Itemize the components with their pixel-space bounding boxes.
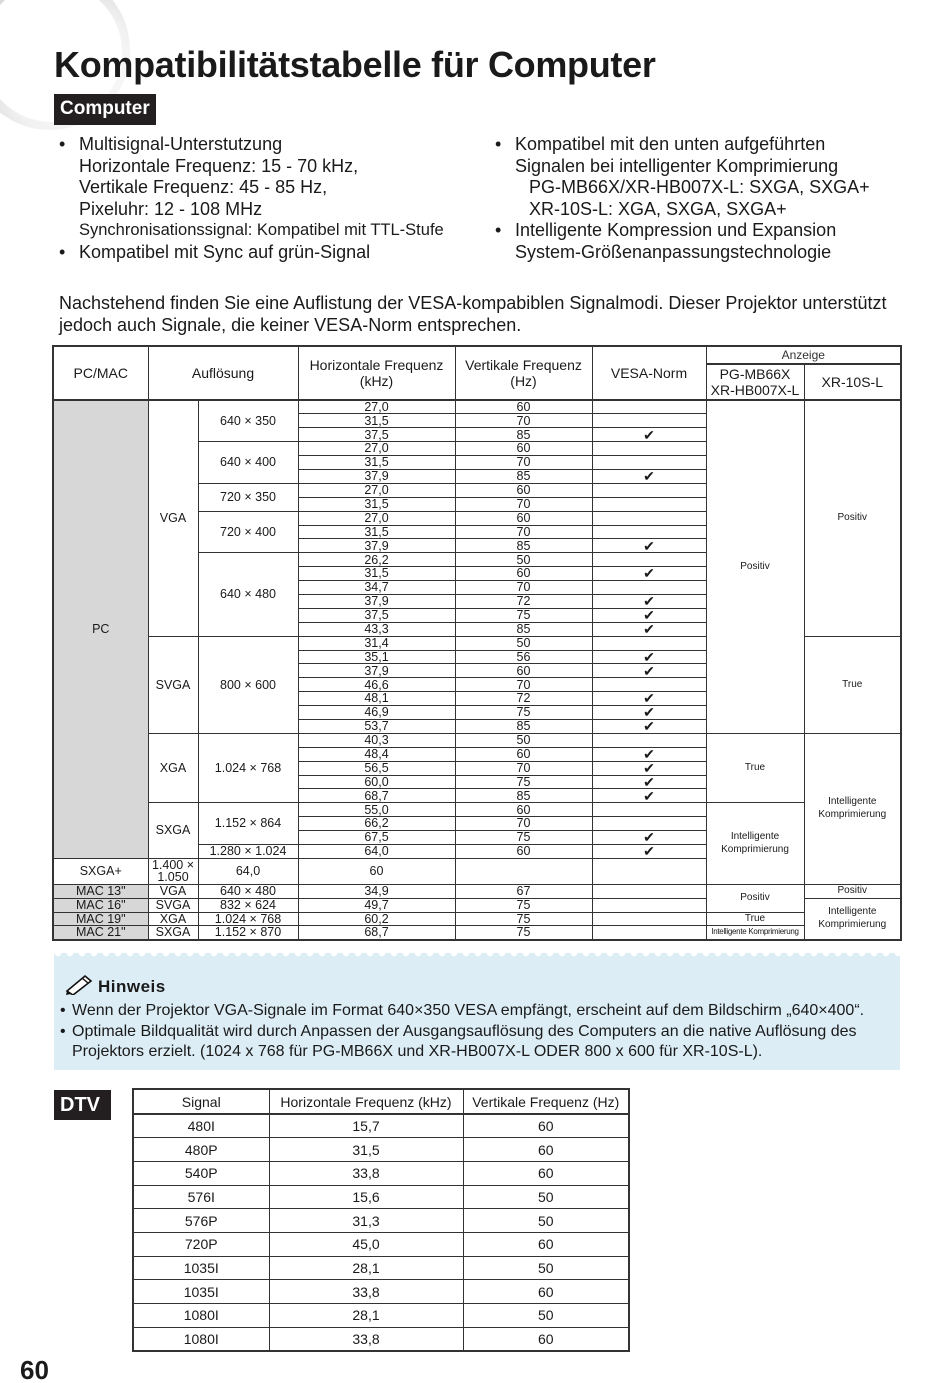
dtv-cell: 15,7 bbox=[269, 1114, 463, 1138]
hfreq-cell: 31,5 bbox=[298, 497, 455, 511]
vesa-cell bbox=[592, 912, 706, 926]
vesa-cell: ✔ bbox=[592, 650, 706, 664]
vfreq-cell: 50 bbox=[455, 733, 592, 747]
vesa-cell: ✔ bbox=[592, 539, 706, 553]
dtv-cell: 33,8 bbox=[269, 1161, 463, 1185]
hfreq-cell: 55,0 bbox=[298, 803, 455, 817]
hfreq-cell: 64,0 bbox=[298, 845, 455, 859]
resolution-cell: 1.024 × 768 bbox=[198, 912, 298, 926]
display-pg-cell: Intelligente Komprimierung bbox=[706, 803, 804, 884]
vfreq-cell: 50 bbox=[455, 553, 592, 567]
pencil-icon bbox=[64, 973, 94, 1000]
dtv-cell: 720P bbox=[133, 1232, 269, 1256]
resolution-cell: 1.152 × 864 bbox=[198, 803, 298, 845]
resolution-cell: 1.400 × 1.050 bbox=[148, 858, 198, 884]
dtv-cell: 45,0 bbox=[269, 1232, 463, 1256]
vesa-cell: ✔ bbox=[592, 692, 706, 706]
display-pg-cell: True bbox=[706, 733, 804, 802]
dtv-cell: 480I bbox=[133, 1114, 269, 1138]
hfreq-cell: 46,6 bbox=[298, 678, 455, 692]
hfreq-cell: 31,5 bbox=[298, 567, 455, 581]
display-pg-cell: Positiv bbox=[706, 400, 804, 733]
vfreq-cell: 70 bbox=[455, 817, 592, 831]
spec-list-right bbox=[495, 134, 905, 264]
hfreq-cell: 27,0 bbox=[298, 442, 455, 456]
display-xr-cell: True bbox=[804, 636, 901, 733]
vesa-cell bbox=[455, 858, 592, 884]
hfreq-cell: 67,5 bbox=[298, 831, 455, 845]
vesa-cell: ✔ bbox=[592, 622, 706, 636]
dtv-cell: 1035I bbox=[133, 1280, 269, 1304]
table-row bbox=[53, 733, 901, 747]
vfreq-cell: 60 bbox=[455, 442, 592, 456]
hfreq-cell: 46,9 bbox=[298, 706, 455, 720]
vfreq-cell: 60 bbox=[455, 511, 592, 525]
dtv-cell: 28,1 bbox=[269, 1304, 463, 1328]
header-vesa: VESA-Norm bbox=[592, 346, 706, 400]
family-cell: SVGA bbox=[148, 898, 198, 912]
vesa-cell bbox=[592, 636, 706, 650]
hfreq-cell: 56,5 bbox=[298, 761, 455, 775]
vfreq-cell: 70 bbox=[455, 497, 592, 511]
table-row bbox=[53, 912, 901, 926]
vesa-cell: ✔ bbox=[592, 845, 706, 859]
hfreq-cell: 60,0 bbox=[298, 775, 455, 789]
family-cell: SXGA+ bbox=[53, 858, 148, 884]
display-xr-cell: Intelligente Komprimierung bbox=[804, 898, 901, 940]
hfreq-cell: 31,4 bbox=[298, 636, 455, 650]
mac-cell: MAC 13" bbox=[53, 884, 148, 898]
dtv-row bbox=[133, 1185, 629, 1209]
hfreq-cell: 43,3 bbox=[298, 622, 455, 636]
dtv-cell: 28,1 bbox=[269, 1256, 463, 1280]
table-row bbox=[53, 926, 901, 940]
mac-cell: MAC 16" bbox=[53, 898, 148, 912]
vfreq-cell: 60 bbox=[455, 567, 592, 581]
hfreq-cell: 27,0 bbox=[298, 511, 455, 525]
hfreq-cell: 37,5 bbox=[298, 428, 455, 442]
hfreq-cell: 31,5 bbox=[298, 525, 455, 539]
display-pg-cell: True bbox=[706, 912, 804, 926]
dtv-cell: 1080I bbox=[133, 1327, 269, 1351]
dtv-row bbox=[133, 1161, 629, 1185]
hfreq-cell: 26,2 bbox=[298, 553, 455, 567]
hfreq-cell: 68,7 bbox=[298, 926, 455, 940]
vesa-cell bbox=[592, 898, 706, 912]
display-xr-cell: Positiv bbox=[804, 400, 901, 636]
dtv-row bbox=[133, 1114, 629, 1138]
resolution-cell: 640 × 400 bbox=[198, 442, 298, 484]
hfreq-cell: 64,0 bbox=[198, 858, 298, 884]
hfreq-cell: 49,7 bbox=[298, 898, 455, 912]
dtv-row bbox=[133, 1209, 629, 1233]
hfreq-cell: 40,3 bbox=[298, 733, 455, 747]
dtv-cell: 50 bbox=[463, 1209, 629, 1233]
dtv-cell: 60 bbox=[463, 1280, 629, 1304]
vfreq-cell: 75 bbox=[455, 775, 592, 789]
resolution-cell: 720 × 400 bbox=[198, 511, 298, 553]
header-vfreq: Vertikale Frequenz (Hz) bbox=[455, 346, 592, 400]
resolution-cell: 640 × 480 bbox=[198, 884, 298, 898]
family-cell: SXGA bbox=[148, 926, 198, 940]
resolution-cell: 832 × 624 bbox=[198, 898, 298, 912]
mac-cell: MAC 21" bbox=[53, 926, 148, 940]
vesa-cell bbox=[592, 525, 706, 539]
dtv-header-cell: Vertikale Frequenz (Hz) bbox=[463, 1089, 629, 1114]
dtv-header-cell: Horizontale Frequenz (kHz) bbox=[269, 1089, 463, 1114]
display-xr-cell: Intelligente Komprimierung bbox=[804, 733, 901, 884]
intro-text: Nachstehend finden Sie eine Auflistung der VESA-kompabiblen Signalmodi. Dieser Projektor unterstützt jedoch auch Signale, die keiner VESA-Norm entsprechen. bbox=[59, 293, 887, 335]
dtv-cell: 540P bbox=[133, 1161, 269, 1185]
family-cell: VGA bbox=[148, 884, 198, 898]
section-label-computer: Computer bbox=[54, 94, 156, 125]
family-cell: VGA bbox=[148, 400, 198, 636]
section-label-dtv: DTV bbox=[54, 1090, 111, 1120]
vesa-cell bbox=[592, 511, 706, 525]
vfreq-cell: 70 bbox=[455, 581, 592, 595]
vesa-cell: ✔ bbox=[592, 469, 706, 483]
hfreq-cell: 27,0 bbox=[298, 483, 455, 497]
vfreq-cell: 60 bbox=[455, 664, 592, 678]
vfreq-cell: 60 bbox=[455, 483, 592, 497]
page-title: Kompatibilitätstabelle für Computer bbox=[54, 44, 656, 85]
dtv-row bbox=[133, 1138, 629, 1162]
vfreq-cell: 72 bbox=[455, 594, 592, 608]
vesa-cell: ✔ bbox=[592, 567, 706, 581]
dtv-row bbox=[133, 1232, 629, 1256]
page-number: 60 bbox=[20, 1355, 49, 1383]
spec-list-left bbox=[59, 134, 489, 264]
dtv-cell: 31,3 bbox=[269, 1209, 463, 1233]
dtv-cell: 33,8 bbox=[269, 1327, 463, 1351]
dtv-header-row bbox=[133, 1089, 629, 1114]
display-pg-cell: Intelligente Komprimierung bbox=[706, 926, 804, 940]
vesa-cell: ✔ bbox=[592, 720, 706, 734]
vesa-cell: ✔ bbox=[592, 775, 706, 789]
vfreq-cell: 85 bbox=[455, 789, 592, 803]
vesa-cell: ✔ bbox=[592, 789, 706, 803]
mac-cell: MAC 19" bbox=[53, 912, 148, 926]
hfreq-cell: 66,2 bbox=[298, 817, 455, 831]
hfreq-cell: 37,9 bbox=[298, 469, 455, 483]
hfreq-cell: 37,9 bbox=[298, 539, 455, 553]
hint-item: • Wenn der Projektor VGA-Signale im Format 640×350 VESA empfängt, erscheint auf dem Bildschirm „640×400“. bbox=[60, 1002, 865, 1019]
vfreq-cell: 50 bbox=[455, 636, 592, 650]
table-row bbox=[53, 884, 901, 898]
dtv-row bbox=[133, 1304, 629, 1328]
vfreq-cell: 67 bbox=[455, 884, 592, 898]
resolution-cell: 720 × 350 bbox=[198, 483, 298, 511]
vfreq-cell: 70 bbox=[455, 414, 592, 428]
vfreq-cell: 60 bbox=[298, 858, 455, 884]
vfreq-cell: 85 bbox=[455, 720, 592, 734]
dtv-row bbox=[133, 1256, 629, 1280]
vfreq-cell: 72 bbox=[455, 692, 592, 706]
dtv-cell: 1080I bbox=[133, 1304, 269, 1328]
hint-heading: Hinweis bbox=[64, 973, 166, 1000]
header-anzeige: Anzeige bbox=[706, 346, 901, 364]
hint-item: • Optimale Bildqualität wird durch Anpassen der Ausgangsauflösung des Computers an die native Auflösung des Projektors erzielt. (1024 x 768 für PG-MB66X und XR-HB007X-L ODER 800 x 600 für XR-10S-L). bbox=[60, 1022, 857, 1060]
vfreq-cell: 70 bbox=[455, 761, 592, 775]
vfreq-cell: 85 bbox=[455, 469, 592, 483]
dtv-cell: 60 bbox=[463, 1114, 629, 1138]
hfreq-cell: 48,4 bbox=[298, 747, 455, 761]
vfreq-cell: 60 bbox=[455, 845, 592, 859]
table-row bbox=[53, 803, 901, 817]
hfreq-cell: 60,2 bbox=[298, 912, 455, 926]
hfreq-cell: 68,7 bbox=[298, 789, 455, 803]
hfreq-cell: 37,5 bbox=[298, 608, 455, 622]
dtv-cell: 33,8 bbox=[269, 1280, 463, 1304]
family-cell: SVGA bbox=[148, 636, 198, 733]
display-pg-cell: Positiv bbox=[706, 884, 804, 912]
vfreq-cell: 70 bbox=[455, 525, 592, 539]
hfreq-cell: 37,9 bbox=[298, 664, 455, 678]
dtv-cell: 576P bbox=[133, 1209, 269, 1233]
dtv-cell: 50 bbox=[463, 1185, 629, 1209]
dtv-table bbox=[132, 1088, 630, 1352]
resolution-cell: 1.024 × 768 bbox=[198, 733, 298, 802]
dtv-header-cell: Signal bbox=[133, 1089, 269, 1114]
hfreq-cell: 37,9 bbox=[298, 594, 455, 608]
vfreq-cell: 75 bbox=[455, 926, 592, 940]
table-row bbox=[53, 400, 901, 414]
vfreq-cell: 85 bbox=[455, 428, 592, 442]
resolution-cell: 640 × 480 bbox=[198, 553, 298, 636]
header-model-pg: PG-MB66X XR-HB007X-L bbox=[706, 364, 804, 400]
hint-box bbox=[54, 953, 900, 1070]
vesa-cell bbox=[592, 803, 706, 817]
vfreq-cell: 70 bbox=[455, 456, 592, 470]
vesa-cell: ✔ bbox=[592, 747, 706, 761]
hfreq-cell: 34,9 bbox=[298, 884, 455, 898]
hfreq-cell: 35,1 bbox=[298, 650, 455, 664]
vfreq-cell: 75 bbox=[455, 706, 592, 720]
vesa-cell: ✔ bbox=[592, 761, 706, 775]
dtv-cell: 60 bbox=[463, 1138, 629, 1162]
dtv-cell: 576I bbox=[133, 1185, 269, 1209]
header-resolution: Auflösung bbox=[148, 346, 298, 400]
compatibility-table bbox=[52, 345, 902, 941]
resolution-cell: 800 × 600 bbox=[198, 636, 298, 733]
vfreq-cell: 85 bbox=[455, 539, 592, 553]
resolution-cell: 1.152 × 870 bbox=[198, 926, 298, 940]
vesa-cell: ✔ bbox=[592, 608, 706, 622]
dtv-cell: 60 bbox=[463, 1327, 629, 1351]
dtv-cell: 50 bbox=[463, 1256, 629, 1280]
vesa-cell bbox=[592, 414, 706, 428]
dtv-cell: 31,5 bbox=[269, 1138, 463, 1162]
dtv-cell: 1035I bbox=[133, 1256, 269, 1280]
family-cell: XGA bbox=[148, 733, 198, 802]
spec-item: • Kompatibel mit Sync auf grün-Signal bbox=[59, 241, 371, 262]
family-cell: SXGA bbox=[148, 803, 198, 859]
family-cell: XGA bbox=[148, 912, 198, 926]
vfreq-cell: 85 bbox=[455, 622, 592, 636]
display-xr-cell: Positiv bbox=[804, 884, 901, 898]
vesa-cell bbox=[592, 497, 706, 511]
vesa-cell bbox=[592, 442, 706, 456]
hfreq-cell: 27,0 bbox=[298, 400, 455, 414]
spec-item: • Kompatibel mit den unten aufgeführten Signalen bei intelligenter Komprimierung PG-MB66X/XR-HB007X-L: SXGA, SXGA+ XR-10S-L: XGA, SXGA, SXGA+ bbox=[495, 134, 870, 219]
vfreq-cell: 60 bbox=[455, 400, 592, 414]
vesa-cell bbox=[592, 884, 706, 898]
vesa-cell bbox=[592, 400, 706, 414]
hfreq-cell: 48,1 bbox=[298, 692, 455, 706]
resolution-cell: 640 × 350 bbox=[198, 400, 298, 442]
header-pcmac: PC/MAC bbox=[53, 346, 148, 400]
vfreq-cell: 56 bbox=[455, 650, 592, 664]
dtv-cell: 50 bbox=[463, 1304, 629, 1328]
vesa-cell: ✔ bbox=[592, 428, 706, 442]
resolution-cell: 1.280 × 1.024 bbox=[198, 845, 298, 859]
dtv-cell: 480P bbox=[133, 1138, 269, 1162]
vesa-cell: ✔ bbox=[592, 831, 706, 845]
dtv-row bbox=[133, 1327, 629, 1351]
vfreq-cell: 75 bbox=[455, 912, 592, 926]
vesa-cell: ✔ bbox=[592, 594, 706, 608]
vesa-cell bbox=[592, 483, 706, 497]
vfreq-cell: 75 bbox=[455, 831, 592, 845]
header-model-xr: XR-10S-L bbox=[804, 364, 901, 400]
dtv-cell: 15,6 bbox=[269, 1185, 463, 1209]
vfreq-cell: 75 bbox=[455, 608, 592, 622]
vfreq-cell: 70 bbox=[455, 678, 592, 692]
hfreq-cell: 34,7 bbox=[298, 581, 455, 595]
dtv-cell: 60 bbox=[463, 1232, 629, 1256]
vesa-cell bbox=[592, 926, 706, 940]
vesa-cell: ✔ bbox=[592, 706, 706, 720]
hfreq-cell: 53,7 bbox=[298, 720, 455, 734]
pc-group-cell: PC bbox=[53, 400, 148, 858]
vesa-cell: ✔ bbox=[592, 664, 706, 678]
vfreq-cell: 75 bbox=[455, 898, 592, 912]
hfreq-cell: 31,5 bbox=[298, 456, 455, 470]
dtv-row bbox=[133, 1280, 629, 1304]
vfreq-cell: 60 bbox=[455, 803, 592, 817]
dtv-cell: 60 bbox=[463, 1161, 629, 1185]
hfreq-cell: 31,5 bbox=[298, 414, 455, 428]
spec-item: • Intelligente Kompression und Expansion System-Größenanpassungstechnologie bbox=[495, 220, 837, 262]
header-hfreq: Horizontale Frequenz (kHz) bbox=[298, 346, 455, 400]
vfreq-cell: 60 bbox=[455, 747, 592, 761]
spec-item: • Multisignal-Unterstutzung Horizontale Frequenz: 15 - 70 kHz, Vertikale Frequenz: 45 - 85 Hz, Pixeluhr: 12 - 108 MHz Synchronisationssignal: Kompatibel mit TTL-Stufe bbox=[59, 134, 444, 240]
